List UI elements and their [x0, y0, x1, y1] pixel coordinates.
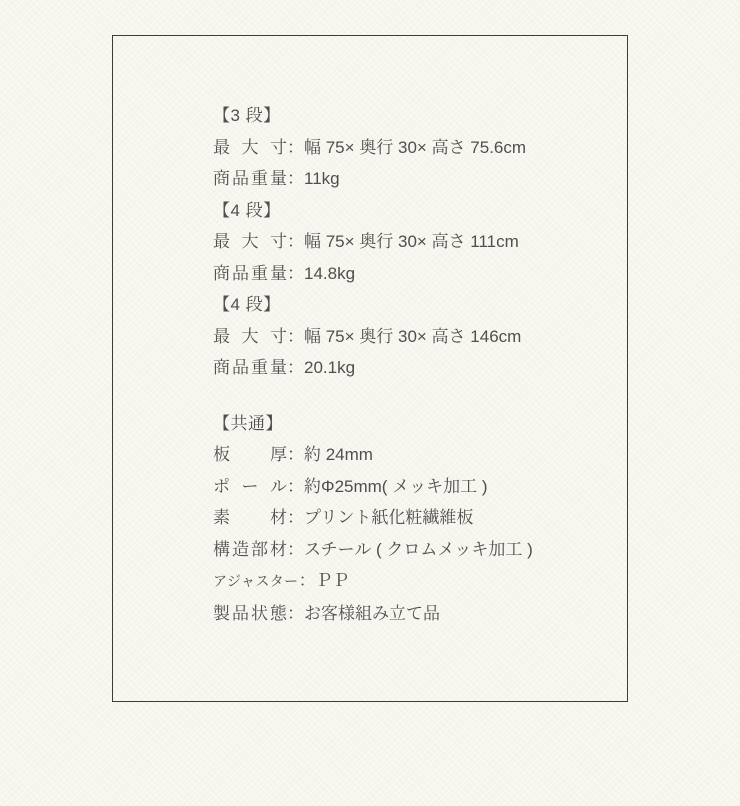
- spec-row-material: [213, 502, 597, 534]
- spec-row-max-size: [213, 132, 597, 164]
- spec-label: 最 大 寸: [213, 232, 287, 251]
- spec-value: ＰＰ: [315, 571, 350, 590]
- spec-row-max-size: [213, 321, 597, 353]
- spec-value: プリント紙化粧繊維板: [304, 508, 474, 527]
- spec-value: 幅 75× 奥行 30× 高さ 146cm: [304, 326, 522, 346]
- section-heading: 【3 段】: [213, 106, 281, 125]
- spec-row-weight: [213, 352, 597, 384]
- spec-separator: ：: [287, 358, 304, 377]
- spec-value: 幅 75× 奥行 30× 高さ 111cm: [304, 232, 519, 251]
- spec-value: スチール ( クロムメッキ加工 ): [304, 539, 533, 559]
- spec-separator: ：: [287, 508, 304, 527]
- spec-value: 11kg: [304, 169, 340, 188]
- spec-separator: ：: [287, 232, 304, 251]
- spec-row-adjuster: [213, 565, 597, 598]
- section-heading: 【4 段】: [213, 200, 281, 220]
- spec-label: 商品重量: [213, 358, 287, 377]
- spec-section-4dan-b: [213, 289, 597, 384]
- spec-row-max-size: [213, 226, 597, 258]
- spec-label: 商品重量: [213, 263, 287, 283]
- spec-label: アジャスター: [213, 573, 299, 589]
- spec-value: 14.8kg: [304, 263, 356, 283]
- spec-separator: ：: [287, 263, 304, 283]
- spec-label: 板 厚: [213, 445, 287, 464]
- spec-row-weight: [213, 258, 597, 290]
- spec-section-common: [213, 408, 597, 630]
- spec-separator: ：: [298, 571, 316, 590]
- spec-label: ポ ー ル: [213, 476, 287, 496]
- spec-separator: ：: [287, 539, 304, 559]
- spec-row-product-state: [213, 598, 597, 630]
- spec-row-pole: [213, 471, 597, 503]
- spec-value: お客様組み立て品: [304, 603, 440, 623]
- spec-separator: ：: [287, 326, 304, 346]
- section-heading: 【4 段】: [213, 295, 281, 314]
- spec-separator: ：: [287, 137, 304, 157]
- spec-separator: ：: [287, 476, 304, 496]
- spec-label: 製品状態: [213, 603, 287, 623]
- spec-label: 商品重量: [213, 169, 287, 188]
- spec-separator: ：: [287, 445, 304, 464]
- product-spec-panel: [112, 35, 628, 702]
- spec-value: 幅 75× 奥行 30× 高さ 75.6cm: [304, 137, 527, 157]
- spec-row-board-thickness: [213, 439, 597, 471]
- spec-label: 最 大 寸: [213, 326, 287, 346]
- spec-row-structure-material: [213, 534, 597, 566]
- spec-section-3dan: [213, 100, 597, 195]
- spec-row-weight: [213, 163, 597, 195]
- spec-separator: ：: [287, 603, 304, 623]
- spec-value: 約 24mm: [304, 445, 373, 464]
- spec-value: 20.1kg: [304, 358, 356, 377]
- spec-section-4dan-a: [213, 195, 597, 290]
- spec-label: 素 材: [213, 508, 287, 527]
- spec-value: 約Φ25mm( メッキ加工 ): [304, 476, 488, 496]
- spec-label: 最 大 寸: [213, 137, 287, 157]
- spec-label: 構造部材: [213, 539, 287, 559]
- spec-separator: ：: [287, 169, 304, 188]
- section-heading: 【共通】: [213, 413, 283, 433]
